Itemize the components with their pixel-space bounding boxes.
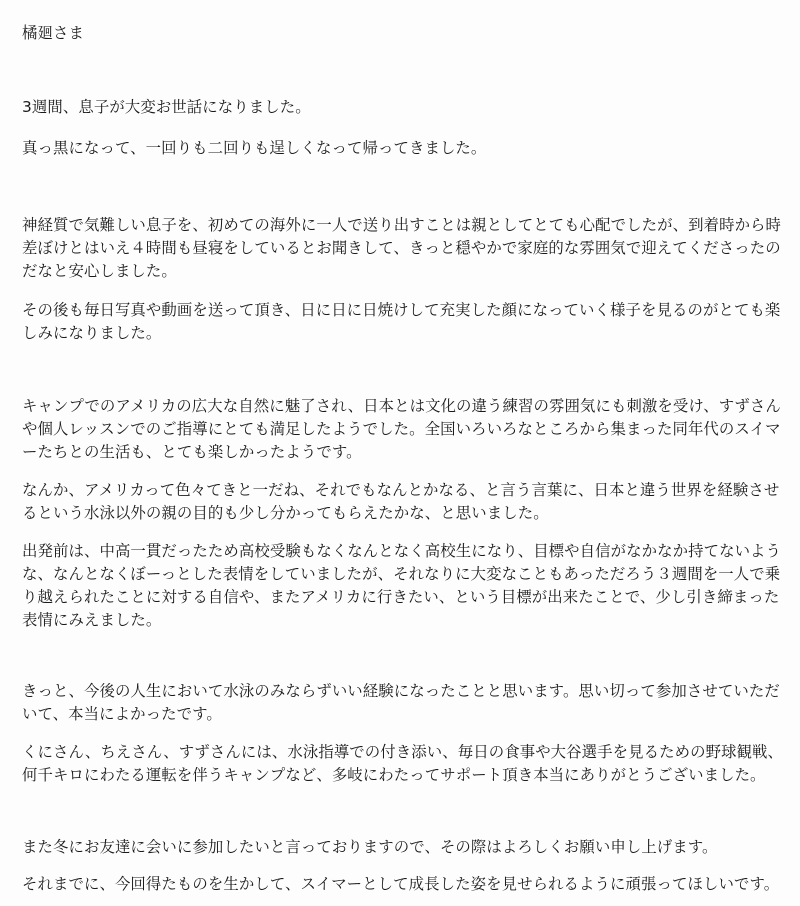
paragraph-5-line-3: ーたちとの生活も、とても楽しかったようです。 <box>22 443 362 461</box>
paragraph-6-line-2: るという水泳以外の親の目的も少し分かってもらえたかな、と思いました。 <box>22 504 549 522</box>
paragraph-3-line-1: 神経質で気難しい息子を、初めての海外に一人で送り出すことは親としてとても心配でしたが、到着時から時 <box>22 216 782 234</box>
paragraph-9-line-2: 何千キロにわたる運転を伴うキャンプなど、多岐にわたってサポート頂き本当にありがとうございました。 <box>22 766 766 784</box>
paragraph-7-line-3: り越えられたことに対する自信や、またアメリカに行きたい、という目標が出来たことで、少し引き締まった <box>22 588 780 606</box>
paragraph-11-line-1: それまでに、今回得たものを生かして、スイマーとして成長した姿を見せられるように頑張ってほしいです。 <box>22 875 780 893</box>
paragraph-5-line-1: キャンプでのアメリカの広大な自然に魅了され、日本とは文化の違う練習の雰囲気にも刺激を受け、すずさん <box>22 397 781 415</box>
paragraph-3-line-2: 差ぼけとはいえ４時間も昼寝をしているとお聞きして、きっと穏やかで家庭的な雰囲気で迎えてくださったの <box>22 239 781 257</box>
paragraph-4-line-1: その後も毎日写真や動画を送って頂き、日に日に日焼けして充実した顔になっていく様子を見るのがとても楽 <box>22 301 781 319</box>
paragraph-6-line-1: なんか、アメリカって色々てきと一だね、それでもなんとかなる、と言う言葉に、日本と違う世界を経験させ <box>22 481 780 499</box>
paragraph-9-line-1: くにさん、ちえさん、すずさんには、水泳指導での付き添い、毎日の食事や大谷選手を見るための野球観戦、 <box>22 743 784 761</box>
paragraph-5-line-2: や個人レッスンでのご指導にとても満足したようでした。全国いろいろなところから集まった同年代のスイマ <box>22 420 781 438</box>
paragraph-7-line-2: な、なんとなくぼーっとした表情をしていましたが、それなりに大変なこともあっただろう３週間を一人で乗 <box>22 565 781 583</box>
salutation: 橘廻さま <box>22 24 84 42</box>
paragraph-1-line-1: 3週間、息子が大変お世話になりました。 <box>22 98 311 116</box>
paragraph-7-line-1: 出発前は、中高一貫だったため高校受験もなくなんとなく高校生になり、目標や自信がなかなか持てないよう <box>22 542 782 560</box>
paragraph-2-line-1: 真っ黒になって、一回りも二回りも逞しくなって帰ってきました。 <box>22 139 487 157</box>
paragraph-7-line-4: 表情にみえました。 <box>22 611 162 629</box>
paragraph-4-line-2: しみになりました。 <box>22 324 162 342</box>
paragraph-8-line-1: きっと、今後の人生において水泳のみならずいい経験になったことと思います。思い切って参加させていただ <box>22 682 780 700</box>
paragraph-10-line-1: また冬にお友達に会いに参加したいと言っておりますので、その際はよろしくお願い申し上げます。 <box>22 838 718 856</box>
paragraph-3-line-3: だなと安心しました。 <box>22 262 177 280</box>
paragraph-8-line-2: いて、本当によかったです。 <box>22 705 222 723</box>
